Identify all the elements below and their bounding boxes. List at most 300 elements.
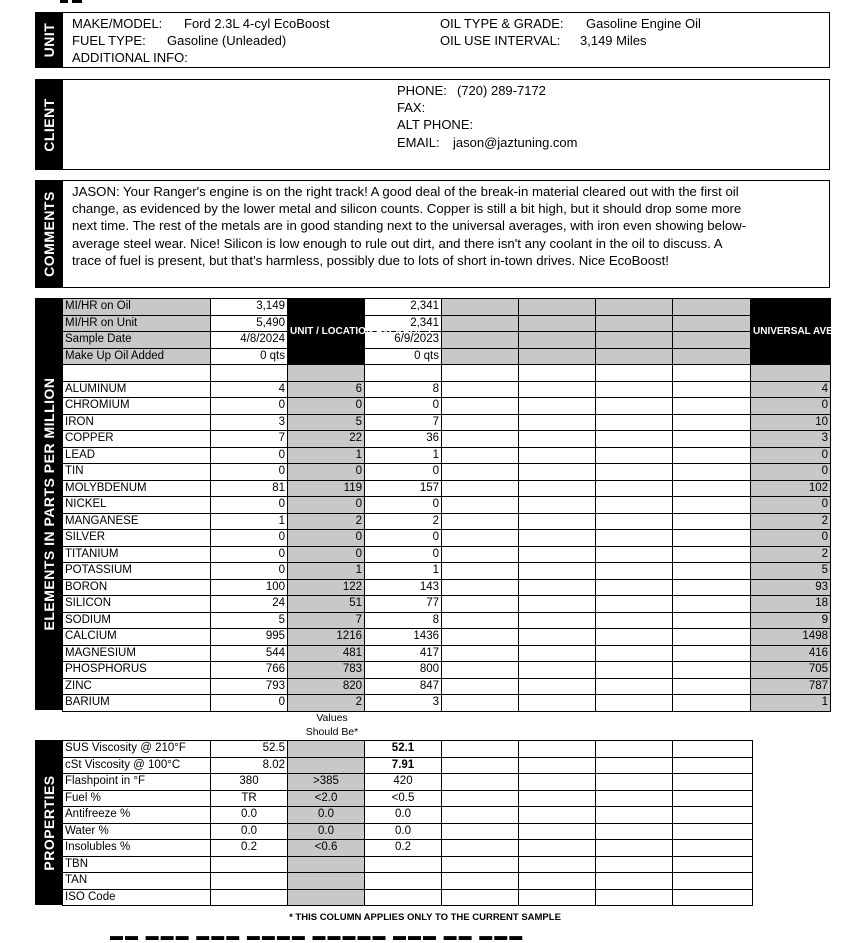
empty-cell	[442, 497, 519, 514]
property-previous	[365, 889, 442, 906]
empty-cell	[673, 889, 753, 906]
empty-cell	[442, 315, 519, 332]
empty-cell	[596, 530, 673, 547]
element-universal: 102	[751, 480, 831, 497]
property-label: Insolubles %	[63, 840, 211, 857]
element-universal: 5	[751, 563, 831, 580]
element-row	[63, 398, 831, 415]
element-average: 1216	[288, 629, 365, 646]
info-label: Make Up Oil Added	[63, 348, 211, 365]
element-previous: 417	[365, 645, 442, 662]
oil-use-label: OIL USE INTERVAL:	[440, 33, 561, 48]
empty-cell	[596, 823, 673, 840]
empty-cell	[596, 447, 673, 464]
empty-cell	[596, 513, 673, 530]
empty-cell	[596, 381, 673, 398]
empty-cell	[442, 348, 519, 365]
element-previous: 0	[365, 398, 442, 415]
element-previous: 1	[365, 447, 442, 464]
element-average: 119	[288, 480, 365, 497]
element-previous: 800	[365, 662, 442, 679]
element-average: 0	[288, 546, 365, 563]
element-average: 1	[288, 563, 365, 580]
element-current: 7	[211, 431, 288, 448]
empty-cell	[673, 596, 751, 613]
property-label: TBN	[63, 856, 211, 873]
elements-side-label: ELEMENTS IN PARTS PER MILLION	[35, 298, 63, 710]
empty-cell	[519, 513, 596, 530]
empty-cell	[519, 596, 596, 613]
spacer-row	[63, 365, 831, 382]
element-row	[63, 480, 831, 497]
property-previous: 420	[365, 774, 442, 791]
element-current: 0	[211, 546, 288, 563]
element-label: MANGANESE	[63, 513, 211, 530]
empty-cell	[673, 695, 751, 712]
element-average: 0	[288, 497, 365, 514]
empty-cell	[673, 530, 751, 547]
empty-cell	[673, 579, 751, 596]
empty-cell	[673, 774, 753, 791]
info-row	[63, 348, 831, 365]
element-average: 2	[288, 695, 365, 712]
element-previous: 8	[365, 612, 442, 629]
empty-cell	[596, 629, 673, 646]
email-label: EMAIL:	[397, 135, 440, 150]
properties-side-label: PROPERTIES	[35, 740, 63, 905]
element-universal: 0	[751, 464, 831, 481]
empty-cell	[596, 807, 673, 824]
property-label: TAN	[63, 873, 211, 890]
alt-phone-label: ALT PHONE:	[397, 117, 474, 132]
empty-cell	[442, 414, 519, 431]
empty-cell	[519, 530, 596, 547]
element-row	[63, 530, 831, 547]
element-universal: 3	[751, 431, 831, 448]
info-previous: 0 qts	[365, 348, 442, 365]
element-row	[63, 414, 831, 431]
element-label: BORON	[63, 579, 211, 596]
property-should-be	[288, 741, 365, 758]
element-universal: 4	[751, 381, 831, 398]
empty-cell	[673, 645, 751, 662]
property-should-be	[288, 856, 365, 873]
element-universal: 787	[751, 678, 831, 695]
element-current: 0	[211, 398, 288, 415]
property-row	[63, 823, 753, 840]
empty-cell	[673, 414, 751, 431]
element-current: 100	[211, 579, 288, 596]
element-universal: 0	[751, 497, 831, 514]
property-label: cSt Viscosity @ 100°C	[63, 757, 211, 774]
empty-cell	[596, 678, 673, 695]
empty-cell	[519, 840, 596, 857]
empty-cell	[596, 612, 673, 629]
property-current	[211, 889, 288, 906]
footer-remnant: ▬▬ ▬▬▬ ▬▬▬ ▬▬▬▬ ▬▬▬▬▬ ▬▬▬ ▬▬ ▬▬▬	[110, 928, 525, 943]
element-label: ALUMINUM	[63, 381, 211, 398]
universal-averages-header: UNIVERSAL AVERAGES	[751, 299, 831, 365]
element-previous: 1	[365, 563, 442, 580]
element-current: 4	[211, 381, 288, 398]
element-current: 0	[211, 695, 288, 712]
unit-averages-header: UNIT / LOCATION AVERAGES	[288, 299, 365, 365]
oil-type-label: OIL TYPE & GRADE:	[440, 16, 564, 31]
empty-cell	[519, 629, 596, 646]
empty-cell	[673, 873, 753, 890]
element-previous: 8	[365, 381, 442, 398]
empty-cell	[519, 546, 596, 563]
info-label: Sample Date	[63, 332, 211, 349]
empty-cell	[442, 662, 519, 679]
empty-cell	[596, 497, 673, 514]
info-current: 5,490	[211, 315, 288, 332]
empty-cell	[519, 889, 596, 906]
info-label: MI/HR on Unit	[63, 315, 211, 332]
element-label: MAGNESIUM	[63, 645, 211, 662]
property-row	[63, 741, 753, 758]
element-row	[63, 381, 831, 398]
element-universal: 93	[751, 579, 831, 596]
property-current: 0.2	[211, 840, 288, 857]
element-universal: 10	[751, 414, 831, 431]
empty-cell	[442, 431, 519, 448]
element-row	[63, 579, 831, 596]
empty-cell	[673, 741, 753, 758]
fax-label: FAX:	[397, 100, 426, 115]
empty-cell	[442, 856, 519, 873]
property-should-be: >385	[288, 774, 365, 791]
make-model-label: MAKE/MODEL:	[72, 16, 163, 31]
empty-cell	[596, 365, 673, 382]
property-label: Water %	[63, 823, 211, 840]
element-average: 0	[288, 530, 365, 547]
element-row	[63, 546, 831, 563]
element-row	[63, 695, 831, 712]
empty-cell	[673, 678, 751, 695]
property-should-be	[288, 757, 365, 774]
empty-cell	[519, 757, 596, 774]
empty-cell	[519, 497, 596, 514]
empty-cell	[442, 774, 519, 791]
property-previous: 7.91	[365, 757, 442, 774]
empty-cell	[519, 464, 596, 481]
info-current: 3,149	[211, 299, 288, 316]
empty-cell	[519, 645, 596, 662]
empty-cell	[519, 315, 596, 332]
element-average: 22	[288, 431, 365, 448]
property-should-be: <0.6	[288, 840, 365, 857]
property-current: 8.02	[211, 757, 288, 774]
element-label: POTASSIUM	[63, 563, 211, 580]
property-should-be: <2.0	[288, 790, 365, 807]
info-row	[63, 332, 831, 349]
property-row	[63, 856, 753, 873]
empty-cell	[442, 513, 519, 530]
element-label: LEAD	[63, 447, 211, 464]
empty-cell	[519, 365, 596, 382]
empty-cell	[442, 645, 519, 662]
element-previous: 157	[365, 480, 442, 497]
empty-cell	[63, 365, 211, 382]
empty-cell	[442, 332, 519, 349]
property-should-be	[288, 889, 365, 906]
element-average: 122	[288, 579, 365, 596]
comments-side-label: COMMENTS	[35, 180, 63, 288]
property-current	[211, 873, 288, 890]
info-previous: 2,341	[365, 299, 442, 316]
element-label: SILICON	[63, 596, 211, 613]
property-label: Antifreeze %	[63, 807, 211, 824]
empty-cell	[519, 741, 596, 758]
element-previous: 0	[365, 530, 442, 547]
element-universal: 9	[751, 612, 831, 629]
empty-cell	[673, 757, 753, 774]
empty-cell	[519, 381, 596, 398]
empty-cell	[442, 447, 519, 464]
empty-cell	[519, 332, 596, 349]
oil-use-value: 3,149 Miles	[580, 33, 647, 48]
element-label: MOLYBDENUM	[63, 480, 211, 497]
property-current: 0.0	[211, 807, 288, 824]
footnote: * THIS COLUMN APPLIES ONLY TO THE CURRENT SAMPLE	[289, 912, 561, 923]
empty-cell	[442, 678, 519, 695]
element-current: 81	[211, 480, 288, 497]
empty-cell	[442, 530, 519, 547]
empty-cell	[673, 612, 751, 629]
empty-cell	[519, 480, 596, 497]
element-previous: 0	[365, 464, 442, 481]
empty-cell	[673, 431, 751, 448]
element-universal: 0	[751, 447, 831, 464]
element-universal: 416	[751, 645, 831, 662]
element-previous: 847	[365, 678, 442, 695]
property-should-be: 0.0	[288, 807, 365, 824]
fuel-type-value: Gasoline (Unleaded)	[167, 33, 287, 48]
property-previous: 52.1	[365, 741, 442, 758]
element-previous: 1436	[365, 629, 442, 646]
empty-cell	[673, 840, 753, 857]
element-label: NICKEL	[63, 497, 211, 514]
property-label: Fuel %	[63, 790, 211, 807]
property-should-be: 0.0	[288, 823, 365, 840]
empty-cell	[519, 774, 596, 791]
property-previous: 0.0	[365, 807, 442, 824]
empty-cell	[442, 741, 519, 758]
element-universal: 0	[751, 398, 831, 415]
property-row	[63, 807, 753, 824]
empty-cell	[442, 464, 519, 481]
info-previous: 2,341	[365, 315, 442, 332]
empty-cell	[519, 695, 596, 712]
element-row	[63, 431, 831, 448]
empty-cell	[519, 612, 596, 629]
property-previous: 0.2	[365, 840, 442, 857]
property-row	[63, 889, 753, 906]
element-row	[63, 447, 831, 464]
element-average: 0	[288, 398, 365, 415]
empty-cell	[596, 662, 673, 679]
element-average: 481	[288, 645, 365, 662]
property-current: TR	[211, 790, 288, 807]
empty-cell	[596, 790, 673, 807]
empty-cell	[442, 873, 519, 890]
empty-cell	[673, 513, 751, 530]
empty-cell	[596, 695, 673, 712]
element-row	[63, 464, 831, 481]
empty-cell	[442, 695, 519, 712]
empty-cell	[596, 596, 673, 613]
elements-table	[62, 298, 868, 712]
element-average: 2	[288, 513, 365, 530]
empty-cell	[596, 546, 673, 563]
element-current: 1	[211, 513, 288, 530]
property-previous	[365, 873, 442, 890]
element-row	[63, 678, 831, 695]
header-remnant	[0, 0, 850, 10]
empty-cell	[519, 563, 596, 580]
element-previous: 36	[365, 431, 442, 448]
additional-info-label: ADDITIONAL INFO:	[72, 50, 188, 65]
element-label: CHROMIUM	[63, 398, 211, 415]
property-row	[63, 873, 753, 890]
empty-cell	[596, 645, 673, 662]
empty-cell	[442, 579, 519, 596]
property-label: Flashpoint in °F	[63, 774, 211, 791]
empty-cell	[519, 662, 596, 679]
empty-cell	[519, 414, 596, 431]
element-label: ZINC	[63, 678, 211, 695]
empty-cell	[442, 757, 519, 774]
empty-cell	[442, 807, 519, 824]
empty-cell	[519, 398, 596, 415]
element-current: 793	[211, 678, 288, 695]
empty-cell	[673, 546, 751, 563]
element-average: 783	[288, 662, 365, 679]
property-previous	[365, 856, 442, 873]
element-average: 5	[288, 414, 365, 431]
element-label: TITANIUM	[63, 546, 211, 563]
info-current: 0 qts	[211, 348, 288, 365]
empty-cell	[596, 315, 673, 332]
element-current: 3	[211, 414, 288, 431]
empty-cell	[673, 332, 751, 349]
empty-cell	[596, 480, 673, 497]
element-current: 0	[211, 464, 288, 481]
empty-cell	[596, 464, 673, 481]
empty-cell	[519, 447, 596, 464]
element-current: 0	[211, 497, 288, 514]
element-label: BARIUM	[63, 695, 211, 712]
empty-cell	[365, 365, 442, 382]
element-universal: 18	[751, 596, 831, 613]
element-current: 24	[211, 596, 288, 613]
client-side-label: CLIENT	[35, 79, 63, 170]
empty-cell	[442, 480, 519, 497]
empty-cell	[519, 790, 596, 807]
empty-cell	[519, 823, 596, 840]
empty-cell	[673, 480, 751, 497]
element-current: 5	[211, 612, 288, 629]
empty-cell	[596, 563, 673, 580]
element-current: 766	[211, 662, 288, 679]
element-label: COPPER	[63, 431, 211, 448]
property-should-be	[288, 873, 365, 890]
info-current: 4/8/2024	[211, 332, 288, 349]
property-current: 0.0	[211, 823, 288, 840]
property-current	[211, 856, 288, 873]
element-average: 7	[288, 612, 365, 629]
element-row	[63, 497, 831, 514]
info-previous: 6/9/2023	[365, 332, 442, 349]
element-row	[63, 629, 831, 646]
element-previous: 3	[365, 695, 442, 712]
element-previous: 143	[365, 579, 442, 596]
empty-cell	[596, 856, 673, 873]
property-previous: 0.0	[365, 823, 442, 840]
element-current: 544	[211, 645, 288, 662]
info-row	[63, 315, 831, 332]
empty-cell	[673, 365, 751, 382]
empty-cell	[211, 365, 288, 382]
empty-cell	[519, 299, 596, 316]
empty-cell	[673, 629, 751, 646]
empty-cell	[442, 823, 519, 840]
oil-type-value: Gasoline Engine Oil	[586, 16, 701, 31]
empty-cell	[673, 856, 753, 873]
element-average: 820	[288, 678, 365, 695]
element-label: IRON	[63, 414, 211, 431]
empty-cell	[519, 856, 596, 873]
empty-cell	[442, 790, 519, 807]
empty-cell	[442, 381, 519, 398]
empty-cell	[442, 629, 519, 646]
empty-cell	[288, 365, 365, 382]
empty-cell	[596, 889, 673, 906]
element-row	[63, 563, 831, 580]
empty-cell	[596, 873, 673, 890]
element-row	[63, 612, 831, 629]
empty-cell	[519, 873, 596, 890]
element-row	[63, 662, 831, 679]
empty-cell	[673, 497, 751, 514]
property-label: ISO Code	[63, 889, 211, 906]
property-previous: <0.5	[365, 790, 442, 807]
element-row	[63, 645, 831, 662]
values-should-be-label: Values Should Be*	[305, 712, 359, 738]
empty-cell	[519, 678, 596, 695]
empty-cell	[596, 579, 673, 596]
empty-cell	[673, 790, 753, 807]
empty-cell	[596, 431, 673, 448]
element-universal: 1	[751, 695, 831, 712]
element-average: 6	[288, 381, 365, 398]
empty-cell	[519, 348, 596, 365]
empty-cell	[519, 579, 596, 596]
element-current: 0	[211, 563, 288, 580]
element-previous: 77	[365, 596, 442, 613]
empty-cell	[673, 348, 751, 365]
empty-cell	[442, 398, 519, 415]
element-average: 51	[288, 596, 365, 613]
phone-label: PHONE:	[397, 83, 447, 98]
element-average: 0	[288, 464, 365, 481]
element-universal: 705	[751, 662, 831, 679]
empty-cell	[442, 563, 519, 580]
element-label: SILVER	[63, 530, 211, 547]
element-average: 1	[288, 447, 365, 464]
element-label: PHOSPHORUS	[63, 662, 211, 679]
